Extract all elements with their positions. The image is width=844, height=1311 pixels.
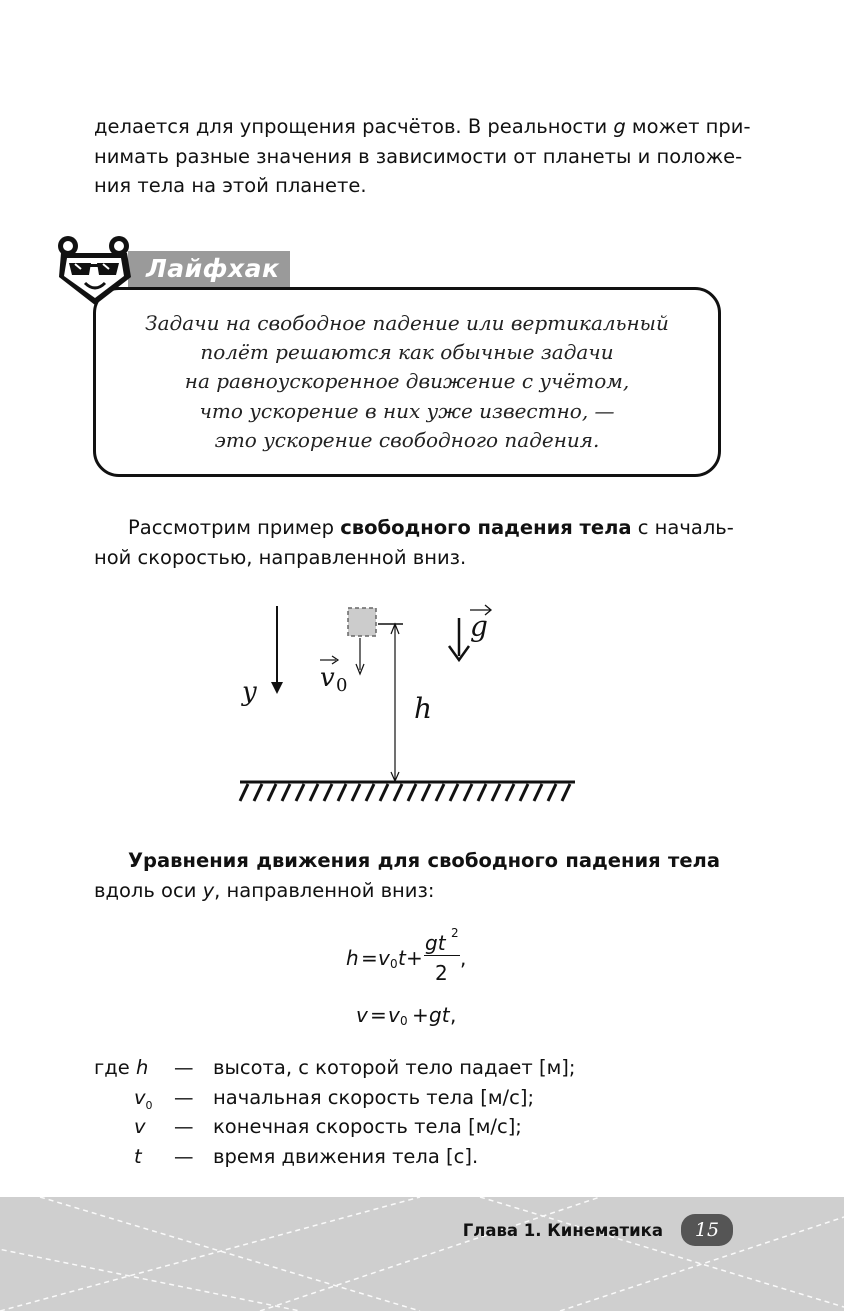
bear-mascot-icon (55, 233, 135, 309)
intro-line-1: делается для упрощения расчётов. В реальности g может при- (94, 115, 751, 138)
lifehack-line-5: это ускорение свободного падения. (214, 427, 600, 452)
intro-line-3: ния тела на этой планете. (94, 174, 367, 197)
lifehack-label: Лайфхак (146, 254, 280, 283)
lifehack-text (93, 309, 721, 455)
page-number: 15 (681, 1214, 733, 1246)
equations-heading-line-2: вдоль оси y, направленной вниз: (94, 878, 435, 902)
svg-text:0: 0 (336, 675, 348, 696)
lifehack-line-2: полёт решаются как обычные задачи (200, 340, 614, 365)
height-label: h (414, 692, 433, 725)
lifehack-line-1: Задачи на свободное падение или вертикальный (145, 311, 669, 335)
intro-line-2: нимать разные значения в зависимости от планеты и положе- (94, 144, 743, 168)
equations-heading (94, 846, 720, 905)
example-line-2: ной скоростью, направленной вниз. (94, 545, 467, 569)
equations-heading-line-1: Уравнения движения для свободного падения тела (128, 849, 720, 872)
g-label (470, 605, 491, 643)
falling-body (348, 608, 376, 636)
example-line-1: Рассмотрим пример свободного падения тела с началь- (128, 516, 734, 539)
ground (240, 782, 575, 801)
v0-label (320, 656, 347, 696)
svg-text:g: g (470, 610, 488, 643)
svg-text:v: v (320, 663, 335, 693)
equation-height: h = v 0 t + gt 2 2 , (346, 926, 467, 985)
lifehack-line-3: на равноускоренное движение с учётом, (184, 369, 630, 394)
chapter-title: Глава 1. Кинематика (462, 1221, 663, 1240)
equation-velocity: v = v 0 + gt , (356, 1003, 457, 1028)
intro-paragraph (94, 112, 751, 201)
example-paragraph (94, 513, 734, 572)
y-axis-label: y (242, 677, 257, 707)
free-fall-diagram (230, 598, 590, 808)
lifehack-line-4: что ускорение в них уже известно, — (199, 398, 615, 423)
